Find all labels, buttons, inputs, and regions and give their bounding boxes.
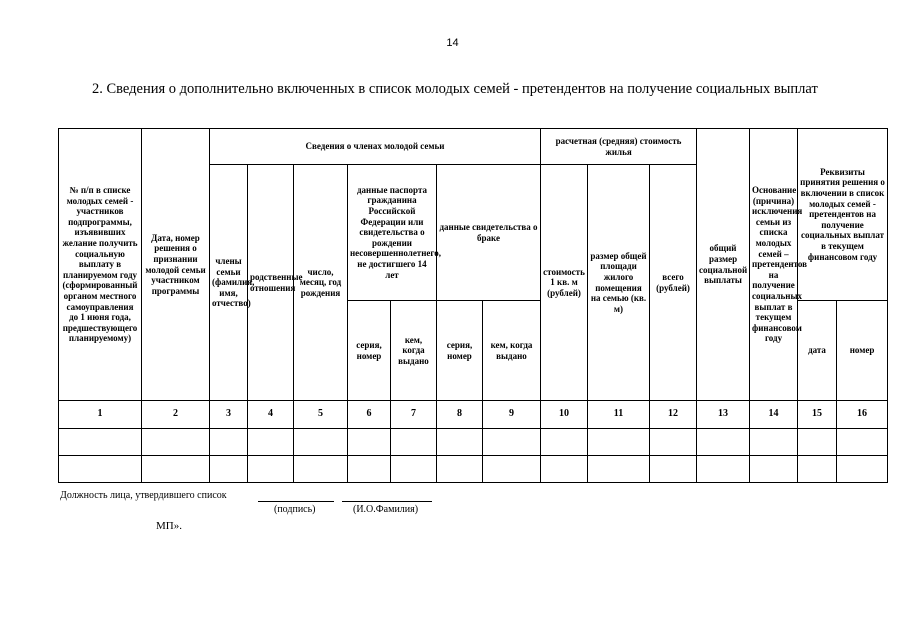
column-number: 9 [483, 401, 541, 429]
table-row [59, 456, 888, 483]
empty-cell [837, 456, 888, 483]
name-line [342, 501, 432, 502]
housing-cost-group-header: расчетная (средняя) стоимость жилья [541, 129, 697, 165]
empty-cell [142, 456, 210, 483]
col-6-header: серия, номер [348, 301, 391, 401]
column-number: 7 [391, 401, 437, 429]
column-number: 12 [650, 401, 697, 429]
col-11-header: размер общей площади жилого помещения на семью (кв. м) [588, 165, 650, 401]
empty-cell [588, 429, 650, 456]
col-12-header: всего (рублей) [650, 165, 697, 401]
empty-cell [483, 456, 541, 483]
table-row [59, 429, 888, 456]
empty-cell [837, 429, 888, 456]
empty-cell [210, 456, 248, 483]
column-number-row [59, 401, 888, 429]
col-3-header: члены семьи (фамилия, имя, отчество) [210, 165, 248, 401]
col-13-header: общий размер социальной выплаты [697, 129, 750, 401]
empty-cell [650, 456, 697, 483]
empty-cell [437, 429, 483, 456]
empty-cell [798, 429, 837, 456]
empty-cell [437, 456, 483, 483]
empty-cell [294, 429, 348, 456]
empty-cell [59, 429, 142, 456]
empty-cell [541, 429, 588, 456]
marriage-group-header: данные свидетельства о браке [437, 165, 541, 301]
empty-cell [348, 456, 391, 483]
column-number: 16 [837, 401, 888, 429]
family-list-table [58, 128, 888, 483]
empty-cell [588, 456, 650, 483]
column-number: 1 [59, 401, 142, 429]
column-number: 4 [248, 401, 294, 429]
col-1-header: № п/п в списке молодых семей - участников подпрограммы, изъявивших желание получить социальную выплату в планируемом году (сформированный органом местного самоуправления до 1 июня года, предшествующего планируемому) [59, 129, 142, 401]
empty-cell [348, 429, 391, 456]
header-row-1 [59, 129, 888, 165]
page-number: 14 [446, 37, 459, 49]
column-number: 5 [294, 401, 348, 429]
col-7-header: кем, когда выдано [391, 301, 437, 401]
empty-cell [294, 456, 348, 483]
empty-cell [697, 456, 750, 483]
name-caption: (И.О.Фамилия) [353, 504, 419, 515]
col-9-header: кем, когда выдано [483, 301, 541, 401]
signature-caption: (подпись) [274, 504, 316, 515]
column-number: 14 [750, 401, 798, 429]
column-number: 2 [142, 401, 210, 429]
family-members-group-header: Сведения о членах молодой семьи [210, 129, 541, 165]
column-number: 11 [588, 401, 650, 429]
empty-cell [750, 429, 798, 456]
col-16-header: номер [837, 301, 888, 401]
empty-cell [391, 429, 437, 456]
stamp-place-note: МП». [156, 520, 182, 532]
empty-cell [248, 429, 294, 456]
empty-cell [248, 456, 294, 483]
col-15-header: дата [798, 301, 837, 401]
column-number: 3 [210, 401, 248, 429]
column-number: 15 [798, 401, 837, 429]
empty-cell [59, 456, 142, 483]
signer-position-label: Должность лица, утвердившего список [60, 490, 227, 501]
col-8-header: серия, номер [437, 301, 483, 401]
col-5-header: число, месяц, год рождения [294, 165, 348, 401]
col-10-header: стоимость 1 кв. м (рублей) [541, 165, 588, 401]
passport-group-header: данные паспорта гражданина Российской Федерации или свидетельства о рождении несовершеннолетнего, не достигшего 14 лет [348, 165, 437, 301]
column-number: 13 [697, 401, 750, 429]
column-number: 8 [437, 401, 483, 429]
decision-details-group-header: Реквизиты принятия решения о включении в список молодых семей - претендентов на получение социальных выплат в текущем финансовом году [798, 129, 888, 301]
section-heading: 2. Сведения о дополнительно включенных в список молодых семей - претендентов на получение социальных выплат [92, 81, 818, 97]
col-4-header: родственные отношения [248, 165, 294, 401]
empty-cell [142, 429, 210, 456]
empty-cell [483, 429, 541, 456]
signature-line [258, 501, 334, 502]
empty-cell [650, 429, 697, 456]
empty-cell [750, 456, 798, 483]
empty-cell [798, 456, 837, 483]
column-number: 6 [348, 401, 391, 429]
empty-cell [697, 429, 750, 456]
col-2-header: Дата, номер решения о признании молодой семьи участником программы [142, 129, 210, 401]
empty-cell [210, 429, 248, 456]
column-number: 10 [541, 401, 588, 429]
col-14-header: Основание (причина) исключения семьи из списка молодых семей – претендентов на получение социальных выплат в текущем финансовом году [750, 129, 798, 401]
empty-cell [541, 456, 588, 483]
empty-cell [391, 456, 437, 483]
